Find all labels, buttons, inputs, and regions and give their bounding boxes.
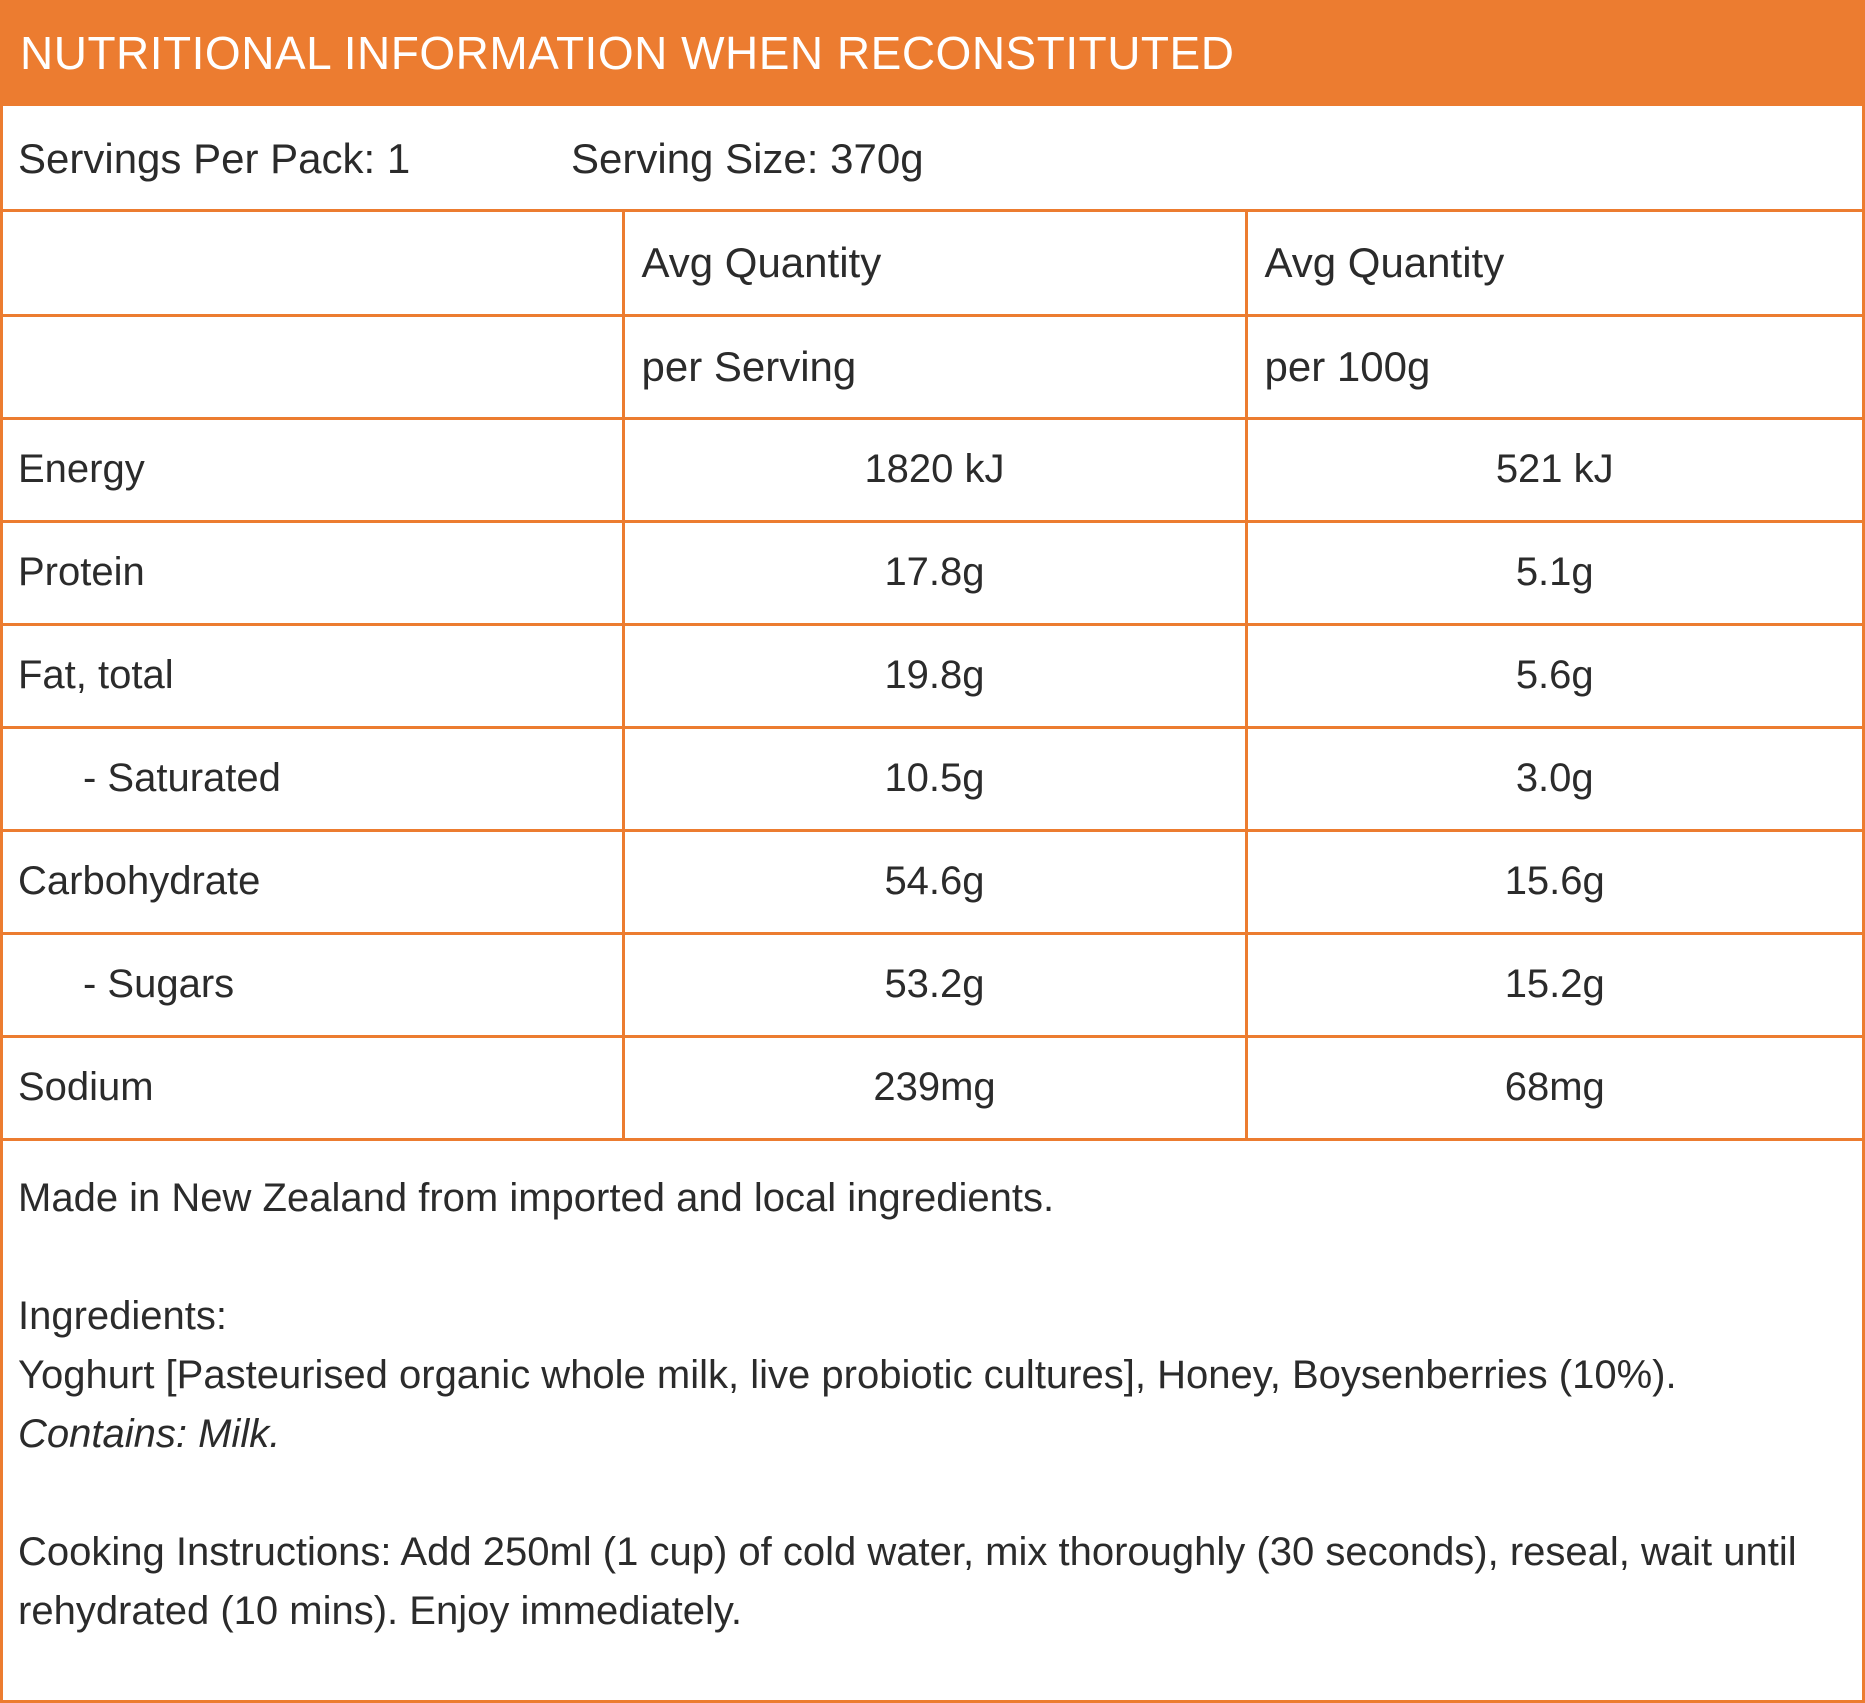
panel-title: NUTRITIONAL INFORMATION WHEN RECONSTITUTED [3, 0, 1862, 106]
value-per-serving: 19.8g [623, 624, 1246, 727]
value-per-serving: 53.2g [623, 933, 1246, 1036]
servings-per-pack: Servings Per Pack: 1 [18, 135, 411, 182]
value-per-100g: 5.6g [1246, 624, 1862, 727]
col-subheader-per-serving: per Serving [623, 315, 1246, 418]
table-row [3, 933, 1862, 1036]
origin-statement: Made in New Zealand from imported and local ingredients. [18, 1175, 1055, 1220]
value-per-100g: 15.6g [1246, 830, 1862, 933]
value-per-serving: 10.5g [623, 727, 1246, 830]
table-row [3, 727, 1862, 830]
nutrient-label: Fat, total [3, 624, 623, 727]
value-per-100g: 3.0g [1246, 727, 1862, 830]
contains-value: Milk. [198, 1411, 281, 1456]
table-row [3, 830, 1862, 933]
table-row [3, 418, 1862, 521]
value-per-serving: 1820 kJ [623, 418, 1246, 521]
value-per-serving: 17.8g [623, 521, 1246, 624]
nutrient-label: Sodium [3, 1036, 623, 1139]
contains-label: Contains: [18, 1411, 187, 1456]
nutrient-label: - Sugars [3, 933, 623, 1036]
col-header-per-100g: Avg Quantity [1246, 212, 1862, 315]
col-header-per-serving: Avg Quantity [623, 212, 1246, 315]
allergen-statement [18, 1405, 1847, 1464]
header-empty-cell [3, 212, 623, 315]
value-per-100g: 5.1g [1246, 521, 1862, 624]
value-per-100g: 521 kJ [1246, 418, 1862, 521]
ingredients-heading: Ingredients: [18, 1293, 228, 1338]
nutrition-table [3, 212, 1862, 1141]
nutrient-label: Energy [3, 418, 623, 521]
table-row [3, 521, 1862, 624]
cooking-text: Add 250ml (1 cup) of cold water, mix thoroughly (30 seconds), reseal, wait until rehydrated (10 mins). Enjoy immediately. [18, 1529, 1797, 1633]
nutrient-label: Carbohydrate [3, 830, 623, 933]
col-subheader-per-100g: per 100g [1246, 315, 1862, 418]
table-subheader-row [3, 315, 1862, 418]
label-footer [3, 1141, 1862, 1641]
spacer [18, 1228, 1847, 1287]
spacer [18, 1464, 1847, 1523]
subheader-empty-cell [3, 315, 623, 418]
table-header-row [3, 212, 1862, 315]
value-per-serving: 239mg [623, 1036, 1246, 1139]
servings-row [3, 106, 1862, 212]
nutrient-label: - Saturated [3, 727, 623, 830]
ingredients-text: Yoghurt [Pasteurised organic whole milk, live probiotic cultures], Honey, Boysenberries (10%). [18, 1352, 1677, 1397]
cooking-instructions [18, 1523, 1847, 1641]
value-per-serving: 54.6g [623, 830, 1246, 933]
cooking-label: Cooking Instructions: [18, 1529, 392, 1574]
value-per-100g: 15.2g [1246, 933, 1862, 1036]
table-row [3, 1036, 1862, 1139]
table-row [3, 624, 1862, 727]
nutrient-label: Protein [3, 521, 623, 624]
value-per-100g: 68mg [1246, 1036, 1862, 1139]
serving-size: Serving Size: 370g [571, 135, 924, 182]
